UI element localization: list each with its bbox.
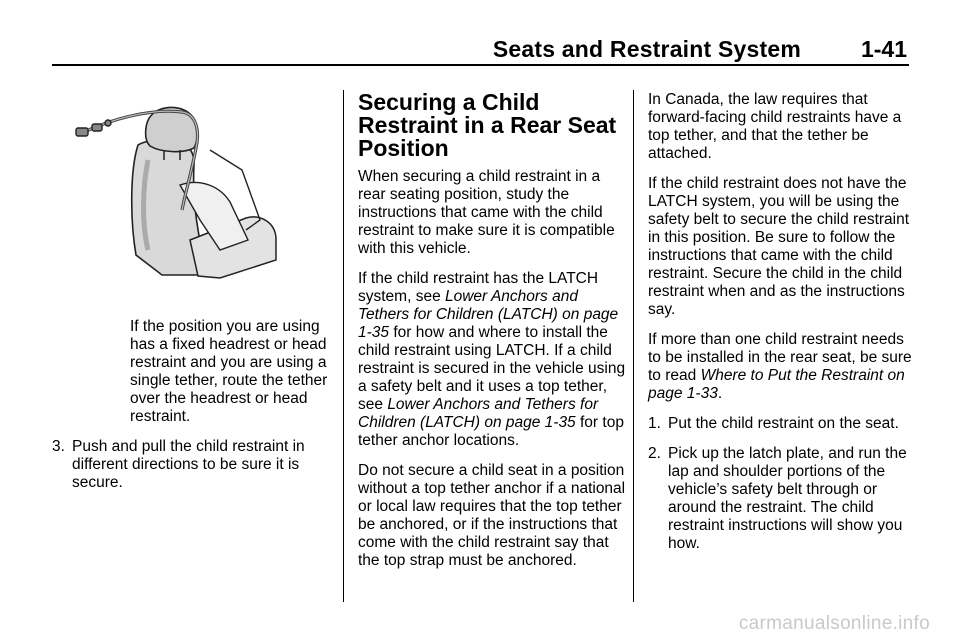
list-item-text: Pick up the latch plate, and run the lap and shoulder portions of the vehicle’s safety belt through or around the restraint. The child restraint instructions will show you how. xyxy=(668,445,907,552)
list-item-number: 2. xyxy=(648,445,661,462)
column-divider-2 xyxy=(633,90,634,602)
paragraph-latch: If the child restraint has the LATCH system, see Lower Anchors and Tethers for Children (LATCH) on page 1-35 for how and where to install the child restraint using LATCH. If a child restraint is secured in the vehicle using a safety belt and it uses a top tether, see Lower Anchors and Tethers for Children (LATCH) on page 1-35 for top tether anchor locations. xyxy=(358,270,626,449)
paragraph: When securing a child restraint in a rear seating position, study the instructions that came with the child restraint to make sure it is compatible with this vehicle. xyxy=(358,168,615,257)
cross-reference-link[interactable]: Lower Anchors and Tethers for Children (LATCH) on page 1-35 xyxy=(358,396,599,431)
page-header xyxy=(52,30,909,66)
paragraph: If the child restraint does not have the LATCH system, you will be using the safety belt to secure the child restraint in this position. Be sure to follow the instructions that came with the child restraint. Secure the child in the child restraint when and as the instructions say. xyxy=(648,175,910,318)
paragraph-multiple: If more than one child restraint needs to be installed in the rear seat, be sure to read Where to Put the Restraint on page 1-33. xyxy=(648,331,912,402)
watermark: carmanualsonline.info xyxy=(738,613,930,634)
paragraph: In Canada, the law requires that forward-facing child restraints have a top tether, and that the tether be attached. xyxy=(648,91,902,162)
cross-reference-link[interactable]: Lower Anchors and Tethers for Children (LATCH) on page 1-35 xyxy=(358,288,619,341)
column-right xyxy=(648,91,916,565)
list-item xyxy=(52,438,334,492)
section-title: Seats and Restraint System xyxy=(492,36,801,62)
section-heading: Securing a Child Restraint in a Rear Seat Position xyxy=(358,89,617,161)
headrest-instruction: If the position you are using has a fixed headrest or head restraint and you are using a single tether, route the tether over the headrest or head restraint. xyxy=(130,318,328,425)
column-left xyxy=(52,318,334,504)
paragraph: Do not secure a child seat in a position without a top tether anchor if a national or local law requires that the top tether be anchored, or if the instructions that come with the child restraint say that the top strap must be anchored. xyxy=(358,462,626,569)
list-item-number: 3. xyxy=(52,438,65,455)
list-item xyxy=(648,415,916,433)
seat-tether-illustration xyxy=(70,90,278,280)
list-item-text: Push and pull the child restraint in different directions to be sure it is secure. xyxy=(72,438,305,491)
column-middle xyxy=(358,91,626,570)
list-item-text: Put the child restraint on the seat. xyxy=(668,415,899,432)
column-divider-1 xyxy=(343,90,344,602)
cross-reference-link[interactable]: Where to Put the Restraint on page 1-33 xyxy=(648,367,905,402)
page-number: 1-41 xyxy=(860,36,907,62)
list-item xyxy=(648,445,916,553)
list-item-number: 1. xyxy=(648,415,661,432)
